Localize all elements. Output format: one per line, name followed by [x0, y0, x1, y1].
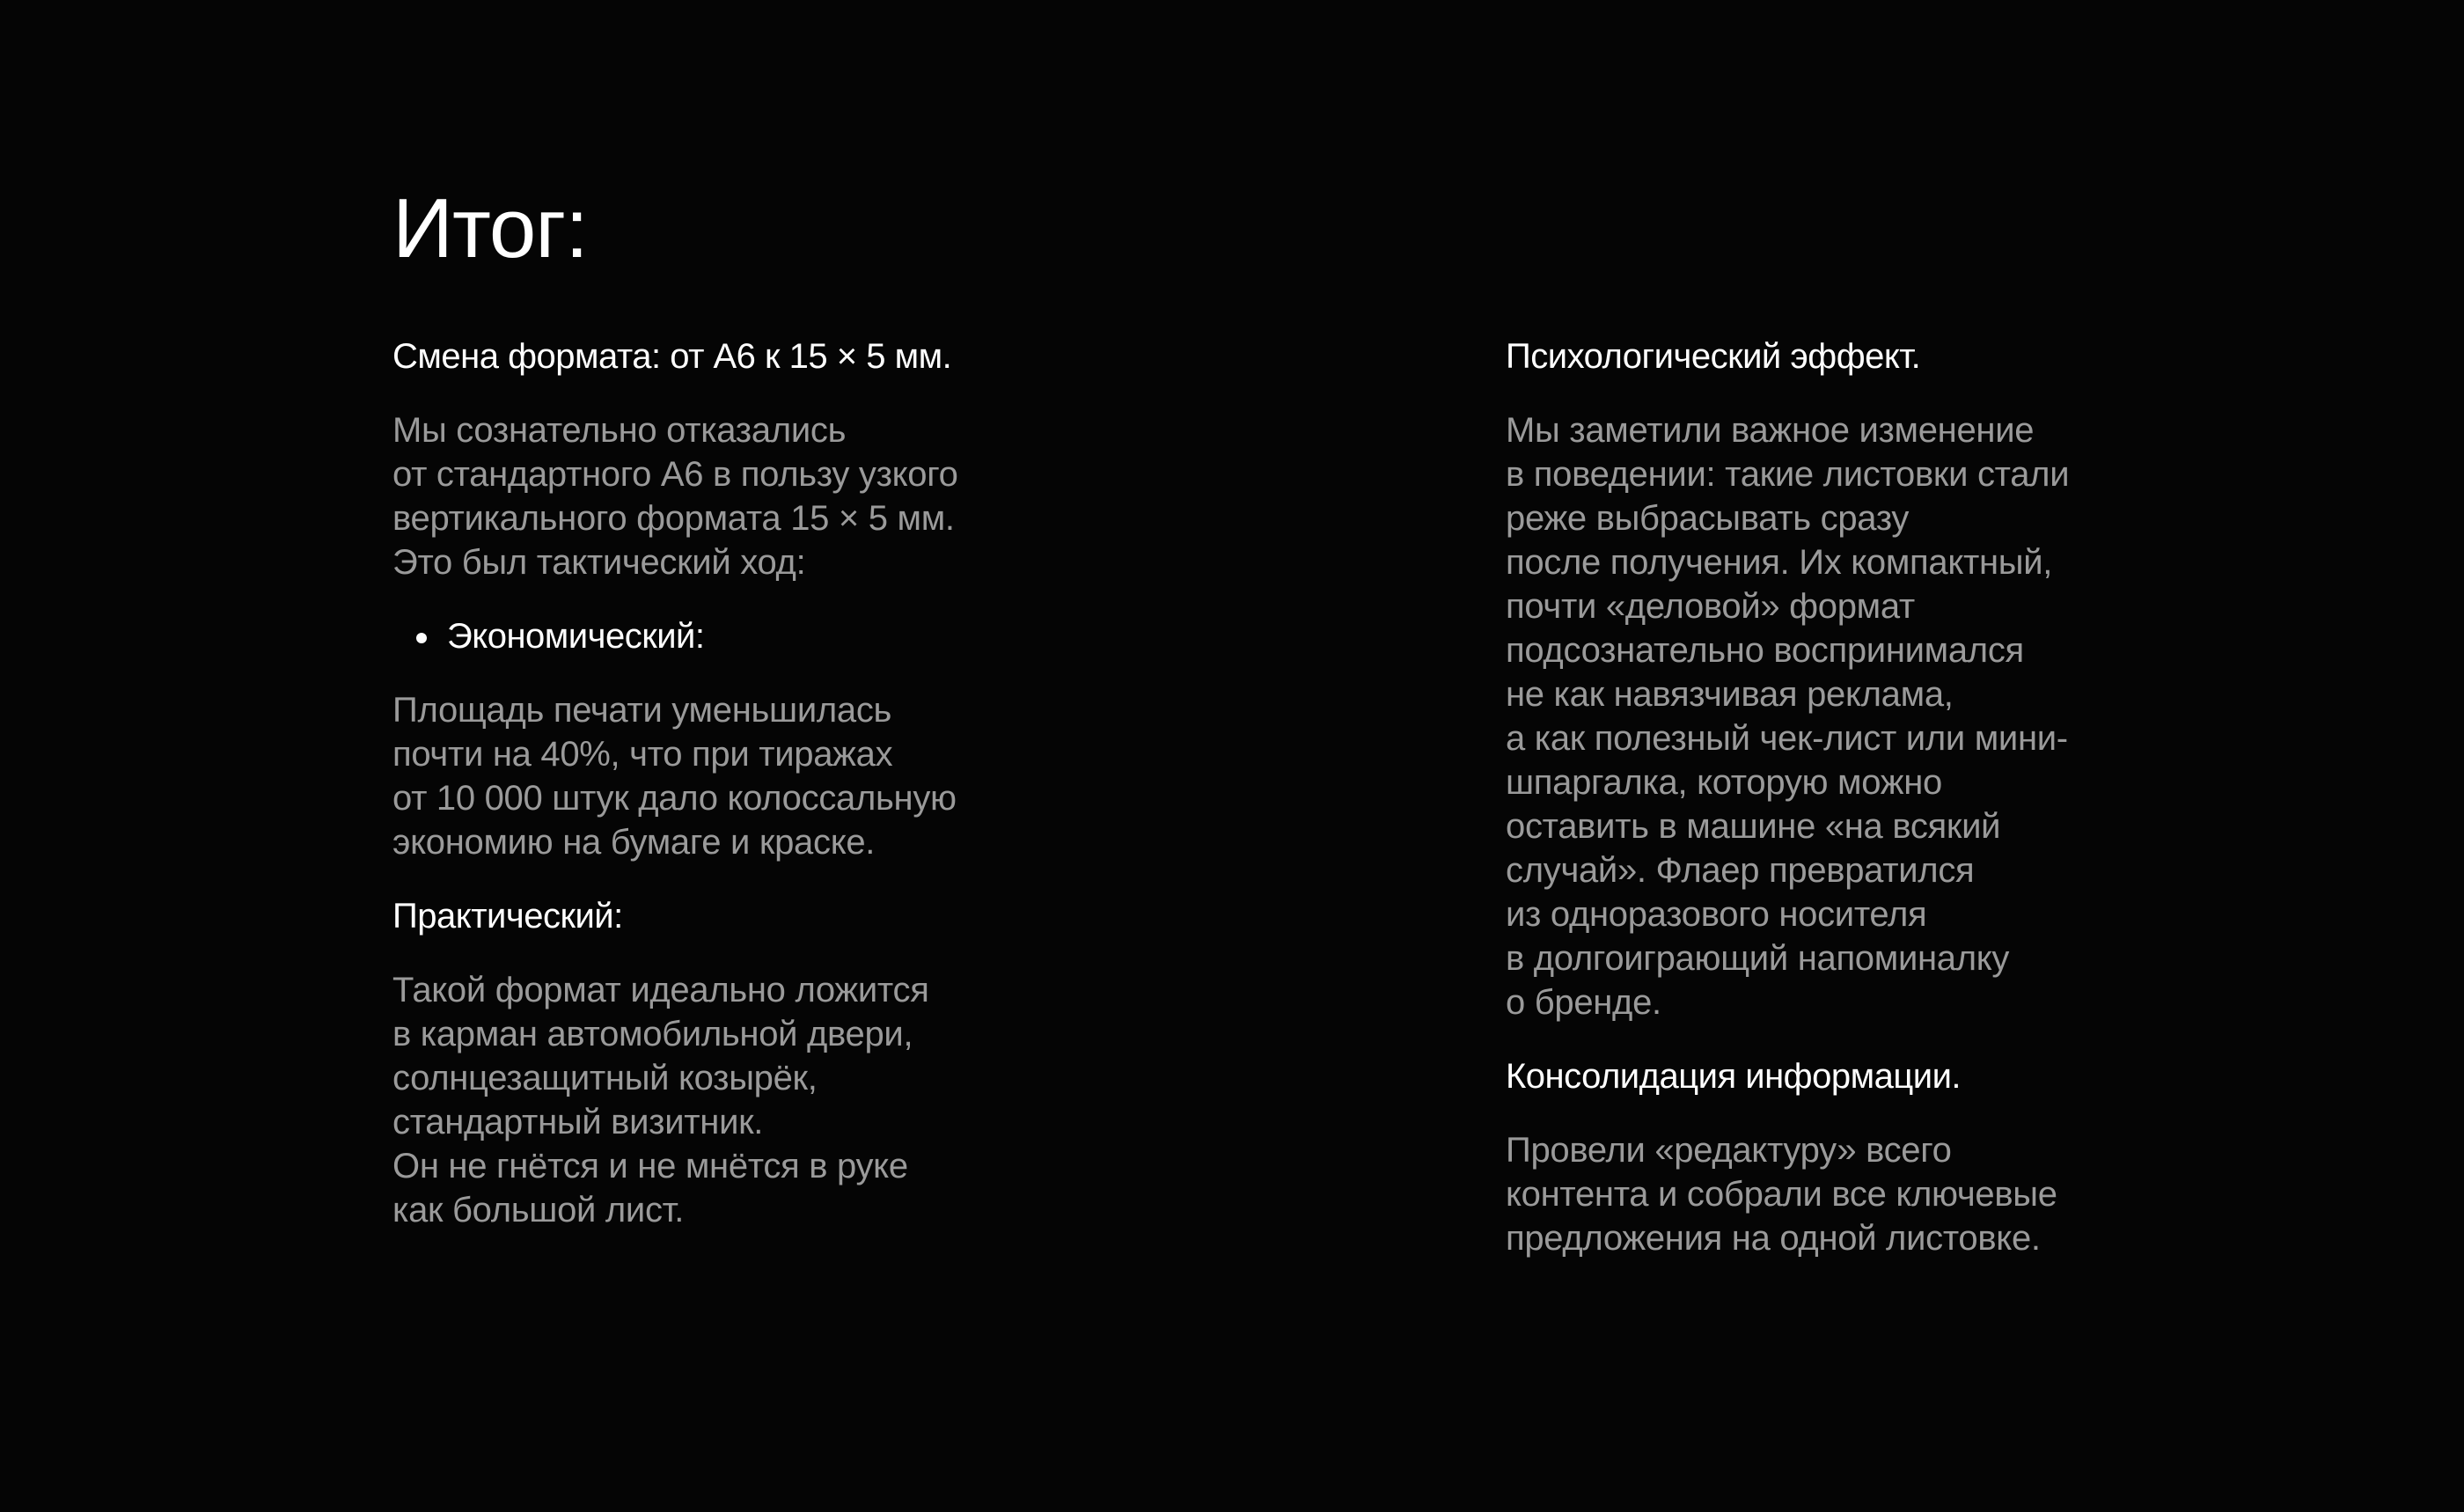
format-change-text: Мы сознательно отказались от стандартного А6 в пользу узкого вертикального формата 15 × 5 мм. Это был тактический ход:: [392, 411, 958, 582]
consolidation-heading: Консолидация информации.: [1506, 1057, 1962, 1096]
practical-text: Такой формат идеально ложится в карман автомобильной двери, солнцезащитный козырёк, стандартный визитник. Он не гнётся и не мнётся в руке как большой лист.: [392, 971, 929, 1229]
economic-bullet: [392, 614, 1114, 658]
bullet-list: [392, 614, 1114, 658]
practical-heading: Практический:: [392, 897, 623, 936]
bullet-dot-icon: [416, 633, 427, 643]
economic-bullet-label: Экономический:: [447, 617, 705, 656]
page-title: Итог:: [392, 181, 588, 275]
format-change-heading: Смена формата: от А6 к 15 × 5 мм.: [392, 337, 952, 376]
psychological-effect-text: Мы заметили важное изменение в поведении: такие листовки стали реже выбрасывать сразу после получения. Их компактный, почти «деловой» формат подсознательно воспринимался не как навязчивая реклама, а как полезный чек-лист или мини- шпаргалка, которую можно оставить в машине «на всякий случай». Флаер превратился из одноразового носителя в долгоиграющий напоминалку о бренде.: [1506, 411, 2070, 1022]
psychological-effect-heading: Психологический эффект.: [1506, 337, 1921, 376]
economic-text: Площадь печати уменьшилась почти на 40%, что при тиражах от 10 000 штук дало колоссальную экономию на бумаге и краске.: [392, 691, 957, 862]
left-column: [392, 334, 1114, 1232]
consolidation-text: Провели «редактуру» всего контента и собрали все ключевые предложения на одной листовке.: [1506, 1131, 2057, 1258]
right-column: [1506, 334, 2227, 1260]
